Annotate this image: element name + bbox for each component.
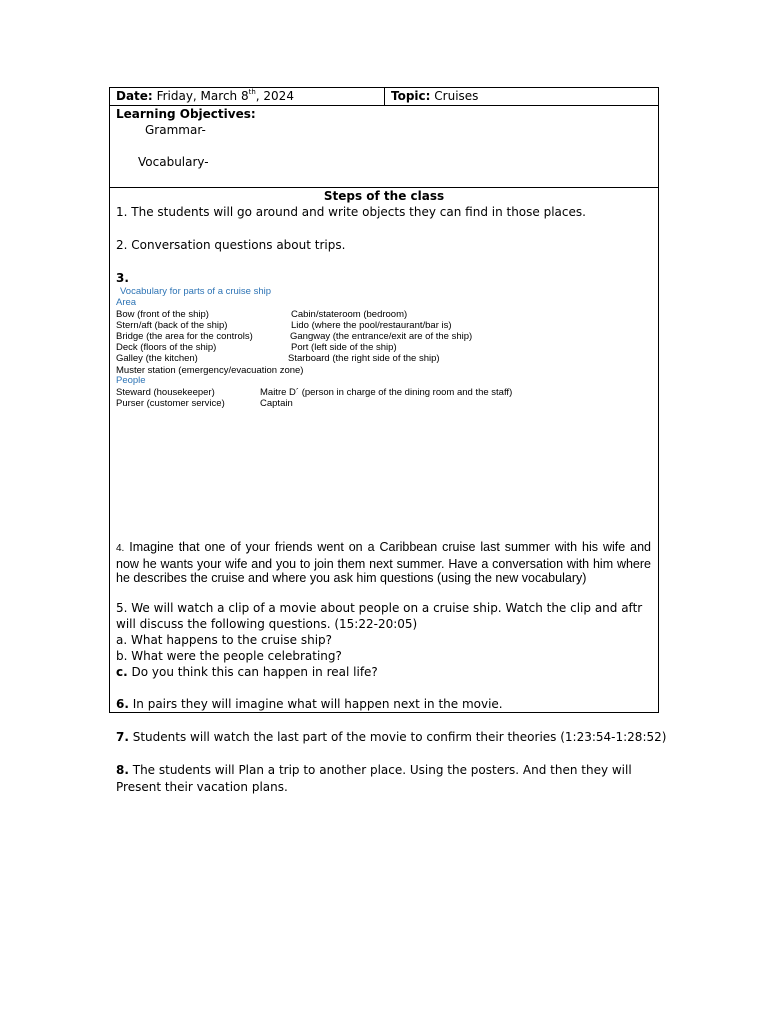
step-6-number: 6. xyxy=(116,697,129,711)
steps-title: Steps of the class xyxy=(323,189,445,203)
topic-cell xyxy=(391,89,478,103)
step-5-question-b: b. What were the people celebrating? xyxy=(116,649,342,663)
people-item-right: Maitre D´ (person in charge of the dining room and the staff) xyxy=(260,387,513,398)
topic-label: Topic: xyxy=(391,89,431,103)
step-7-number: 7. xyxy=(116,730,129,744)
date-ordinal: th xyxy=(248,88,256,96)
people-item-left: Purser (customer service) xyxy=(116,398,225,409)
area-item-left: Deck (floors of the ship) xyxy=(116,342,217,353)
step-7 xyxy=(116,730,666,744)
people-item-left: Steward (housekeeper) xyxy=(116,387,215,398)
date-value xyxy=(157,89,294,103)
step-6-text: In pairs they will imagine what will happen next in the movie. xyxy=(128,697,503,711)
step-5-question-a: a. What happens to the cruise ship? xyxy=(116,633,333,647)
step-2: 2. Conversation questions about trips. xyxy=(116,238,346,252)
objectives-title: Learning Objectives: xyxy=(116,107,256,121)
area-item-left: Bridge (the area for the controls) xyxy=(116,331,253,342)
cell-divider xyxy=(384,88,385,105)
step-3-number: 3. xyxy=(116,271,129,285)
date-label: Date: xyxy=(116,89,153,103)
step-5-question-c xyxy=(116,664,656,680)
area-heading: Area xyxy=(116,297,137,308)
date-cell xyxy=(116,89,294,103)
step-1: 1. The students will go around and write objects they can find in those places. xyxy=(116,205,586,219)
step-5-text: 5. We will watch a clip of a movie about people on a cruise ship. Watch the clip and aftr will discuss the following questions. (15:22-20:05) xyxy=(116,601,643,631)
area-item-left: Bow (front of the ship) xyxy=(116,309,209,320)
topic-value: Cruises xyxy=(434,89,479,103)
vocab-heading: Vocabulary for parts of a cruise ship xyxy=(120,286,272,297)
people-item-right: Captain xyxy=(260,398,293,409)
date-year: , 2024 xyxy=(255,89,294,103)
area-item-right: Lido (where the pool/restaurant/bar is) xyxy=(291,320,452,331)
vocabulary-objective: Vocabulary- xyxy=(138,155,209,169)
step-5-c-label: c. xyxy=(116,665,128,679)
step-4-number: 4. xyxy=(116,543,125,554)
steps-row xyxy=(110,188,667,794)
header-row xyxy=(110,88,658,106)
area-item-right: Gangway (the entrance/exit are of the ship) xyxy=(290,331,473,342)
step-4-text: Imagine that one of your friends went on a Caribbean cruise last summer with his wife and now he wants your wife and you to join them next summer. Have a conversation with him where he describes the cruise and where you ask him questions (using the new vocabulary) xyxy=(116,540,651,585)
objectives-row xyxy=(110,106,658,188)
step-5-c-text: Do you think this can happen in real life? xyxy=(127,665,378,679)
step-7-text: Students will watch the last part of the movie to confirm their theories (1:23:54-1:28:52) xyxy=(128,730,667,744)
muster-item: Muster station (emergency/evacuation zone) xyxy=(116,365,304,376)
area-item-right: Port (left side of the ship) xyxy=(291,342,397,353)
area-item-right: Starboard (the right side of the ship) xyxy=(288,353,440,364)
step-8 xyxy=(116,762,656,795)
date-value-main: Friday, March 8 xyxy=(156,89,249,103)
grammar-objective: Grammar- xyxy=(145,123,206,137)
area-item-left: Galley (the kitchen) xyxy=(116,353,198,364)
people-heading: People xyxy=(116,375,146,386)
step-6 xyxy=(116,697,503,711)
area-item-left: Stern/aft (back of the ship) xyxy=(116,320,228,331)
step-8-number: 8. xyxy=(116,763,129,777)
step-4 xyxy=(116,540,651,586)
step-5 xyxy=(116,600,656,680)
lesson-plan-table xyxy=(109,87,667,794)
area-item-right: Cabin/stateroom (bedroom) xyxy=(291,309,408,320)
step-8-text: The students will Plan a trip to another place. Using the posters. And then they will Present their vacation plans. xyxy=(116,763,632,794)
